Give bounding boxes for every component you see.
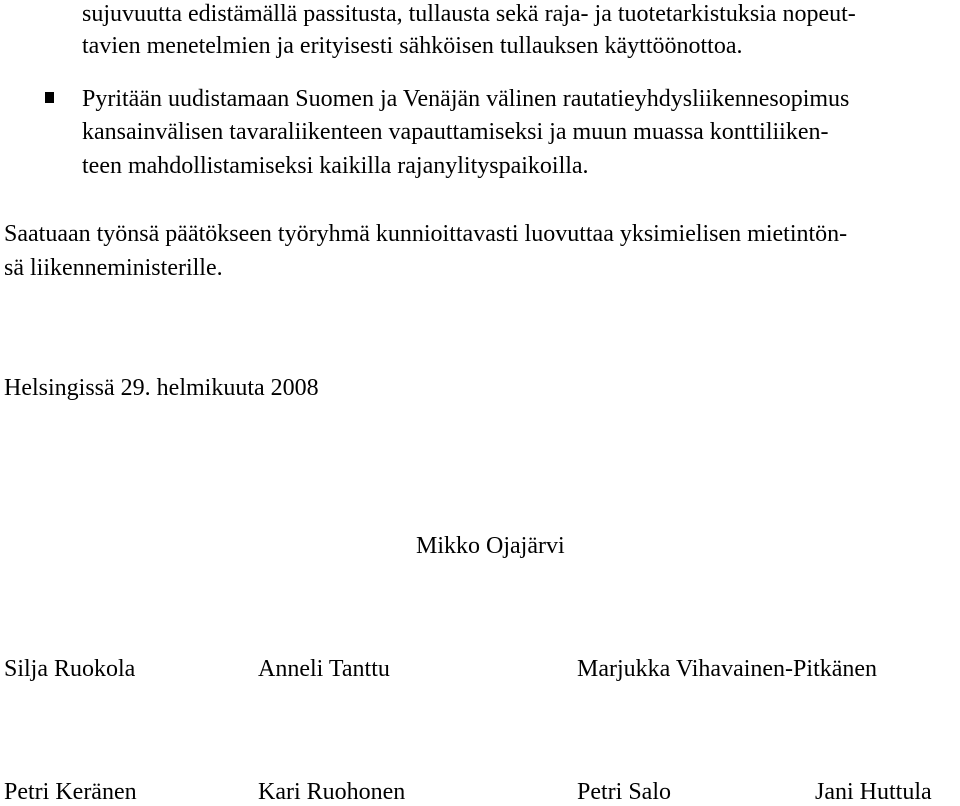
member-signature: Petri Keränen bbox=[4, 779, 137, 805]
text-line: tavien menetelmien ja erityisesti sähköisen tullauksen käyttöönottoa. bbox=[82, 33, 743, 59]
text-line: teen mahdollistamiseksi kaikilla rajanylityspaikoilla. bbox=[82, 153, 589, 179]
member-signature: Marjukka Vihavainen-Pitkänen bbox=[577, 656, 878, 682]
member-signature: Petri Salo bbox=[577, 779, 671, 805]
member-signature: Kari Ruohonen bbox=[258, 779, 406, 805]
text-line: sujuvuutta edistämällä passitusta, tullausta sekä raja- ja tuotetarkistuksia nopeut- bbox=[82, 1, 856, 27]
square-bullet-icon bbox=[45, 92, 54, 103]
member-signature: Jani Huttula bbox=[815, 779, 932, 805]
text-line: kansainvälisen tavaraliikenteen vapauttamiseksi ja muun muassa konttiliiken- bbox=[82, 119, 829, 145]
member-signature: Anneli Tanttu bbox=[258, 656, 390, 682]
chair-signature: Mikko Ojajärvi bbox=[416, 533, 565, 559]
text-line: sä liikenneministerille. bbox=[4, 255, 223, 281]
place-date: Helsingissä 29. helmikuuta 2008 bbox=[4, 375, 319, 401]
member-signature: Silja Ruokola bbox=[4, 656, 136, 682]
text-line: Saatuaan työnsä päätökseen työryhmä kunnioittavasti luovuttaa yksimielisen mietintön- bbox=[4, 221, 848, 247]
text-line: Pyritään uudistamaan Suomen ja Venäjän välinen rautatieyhdysliikennesopimus bbox=[82, 86, 850, 112]
